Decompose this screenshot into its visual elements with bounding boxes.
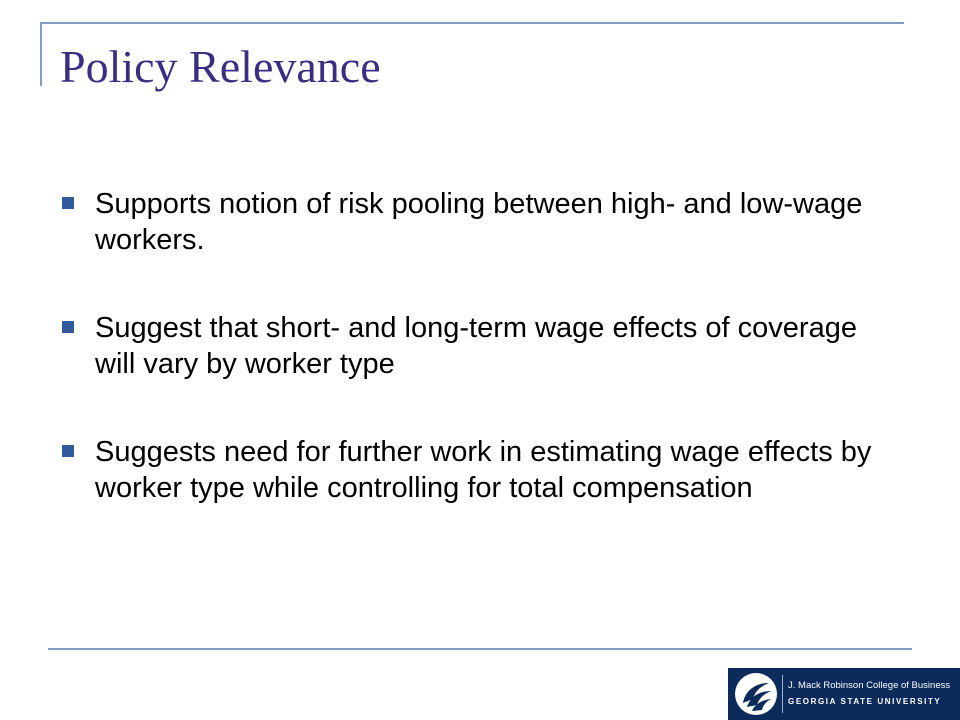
bullet-text: Supports notion of risk pooling between high- and low-wage workers.: [95, 188, 863, 256]
bullet-item: [60, 434, 900, 506]
square-bullet-icon: [62, 197, 74, 209]
bullet-text: Suggest that short- and long-term wage effects of coverage will vary by worker type: [95, 312, 857, 380]
square-bullet-icon: [62, 445, 74, 457]
bullet-item: [60, 310, 900, 382]
bottom-rule: [48, 648, 912, 650]
bullet-list: [60, 186, 900, 558]
left-rule: [40, 22, 42, 86]
square-bullet-icon: [62, 321, 74, 333]
college-logo: [728, 668, 960, 720]
logo-divider: [782, 675, 783, 713]
university-name: GEORGIA STATE UNIVERSITY: [788, 697, 942, 706]
college-name: J. Mack Robinson College of Business: [788, 680, 951, 691]
bullet-item: [60, 186, 900, 258]
top-rule: [40, 22, 904, 24]
bullet-text: Suggests need for further work in estimating wage effects by worker type while controlling for total compensation: [95, 436, 872, 504]
slide-title: Policy Relevance: [60, 41, 381, 92]
gsu-flame-icon: [735, 673, 777, 715]
